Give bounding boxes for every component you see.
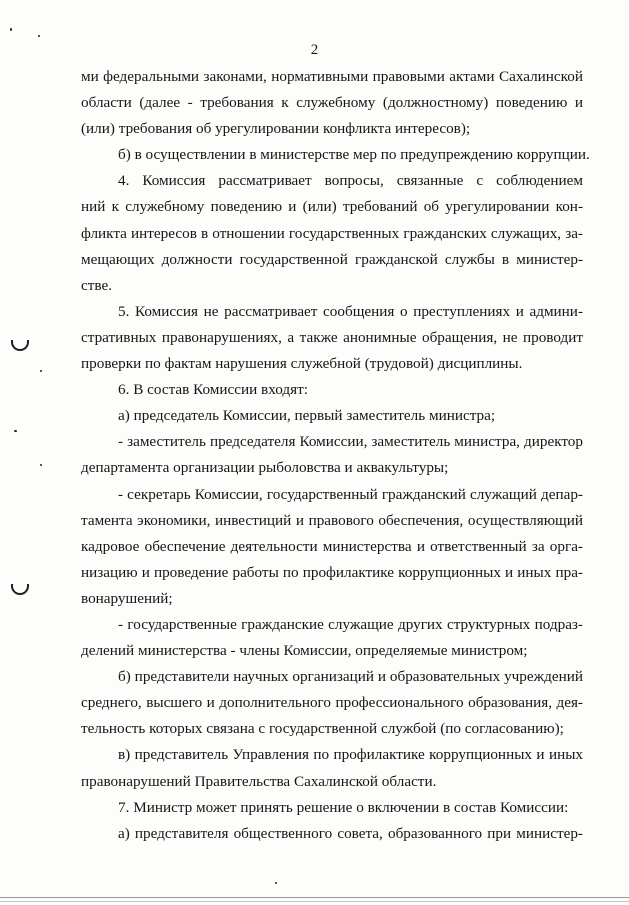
- text-line: стве.: [81, 276, 112, 294]
- page-number: 2: [310, 42, 319, 58]
- text-line: б) в осуществлении в министерстве мер по предупреждению коррупции.: [118, 146, 590, 164]
- text-line: правонарушений Правительства Сахалинской области.: [81, 772, 437, 790]
- text-line: проверки по фактам нарушения служебной (трудовой) дисциплины.: [81, 355, 523, 373]
- text-line: в) представитель Управления по профилактике коррупционных и иных: [118, 746, 583, 764]
- text-line: области (далее - требования к служебному (должностному) поведению и: [81, 94, 583, 112]
- text-line: мещающих должности государственной гражданской службы в министер-: [81, 250, 583, 268]
- text-line: - заместитель председателя Комиссии, заместитель министра, директор: [118, 433, 583, 451]
- scan-speck: [38, 35, 40, 37]
- text-line: а) представителя общественного совета, образованного при министер-: [118, 824, 583, 842]
- text-line: среднего, высшего и дополнительного профессионального образования, дея-: [81, 694, 583, 712]
- text-line: ми федеральными законами, нормативными правовыми актами Сахалинской: [81, 68, 583, 85]
- text-line: кадровое обеспечение деятельности министерства и ответственный за орга-: [81, 537, 583, 555]
- binding-hole-mark: [11, 340, 29, 351]
- text-line: - государственные гражданские служащие других структурных подраз-: [118, 615, 583, 633]
- text-line: 4. Комиссия рассматривает вопросы, связанные с соблюдением: [118, 172, 583, 190]
- text-line: низацию и проведение работы по профилактике коррупционных и иных пра-: [81, 563, 583, 581]
- scan-speck: [14, 430, 17, 432]
- text-line: делений министерства - члены Комиссии, определяемые министром;: [81, 642, 528, 660]
- text-line: ний к служебному поведению и (или) требований об урегулировании кон-: [81, 198, 583, 216]
- binding-hole-mark: [11, 584, 29, 595]
- text-line: - секретарь Комиссии, государственный гражданский служащий депар-: [118, 485, 583, 503]
- text-line: стративных правонарушениях, а также анонимные обращения, не проводит: [81, 328, 583, 346]
- text-line: тамента экономики, инвестиций и правового обеспечения, осуществляющий: [81, 511, 583, 529]
- text-line: а) председатель Комиссии, первый заместитель министра;: [118, 407, 496, 425]
- text-line: 5. Комиссия не рассматривает сообщения о преступлениях и админи-: [118, 302, 583, 320]
- text-line: тельность которых связана с государственной службой (по согласованию);: [81, 720, 564, 738]
- scan-edge-line: [0, 901, 629, 902]
- scan-speck: [40, 464, 42, 466]
- text-line: вонарушений;: [81, 589, 173, 607]
- text-line: (или) требования об урегулировании конфликта интересов);: [81, 120, 471, 138]
- scan-speck: [40, 370, 42, 372]
- text-line: департамента организации рыболовства и аквакультуры;: [81, 459, 449, 477]
- scan-speck: [10, 28, 12, 31]
- text-line: фликта интересов в отношении государственных гражданских служащих, за-: [81, 224, 583, 242]
- scan-speck: [275, 882, 277, 884]
- text-line: б) представители научных организаций и образовательных учреждений: [118, 668, 583, 686]
- text-line: 6. В состав Комиссии входят:: [118, 381, 308, 399]
- text-line: 7. Министр может принять решение о включении в состав Комиссии:: [118, 798, 569, 816]
- scan-edge-line: [0, 897, 629, 898]
- document-body: [81, 64, 590, 847]
